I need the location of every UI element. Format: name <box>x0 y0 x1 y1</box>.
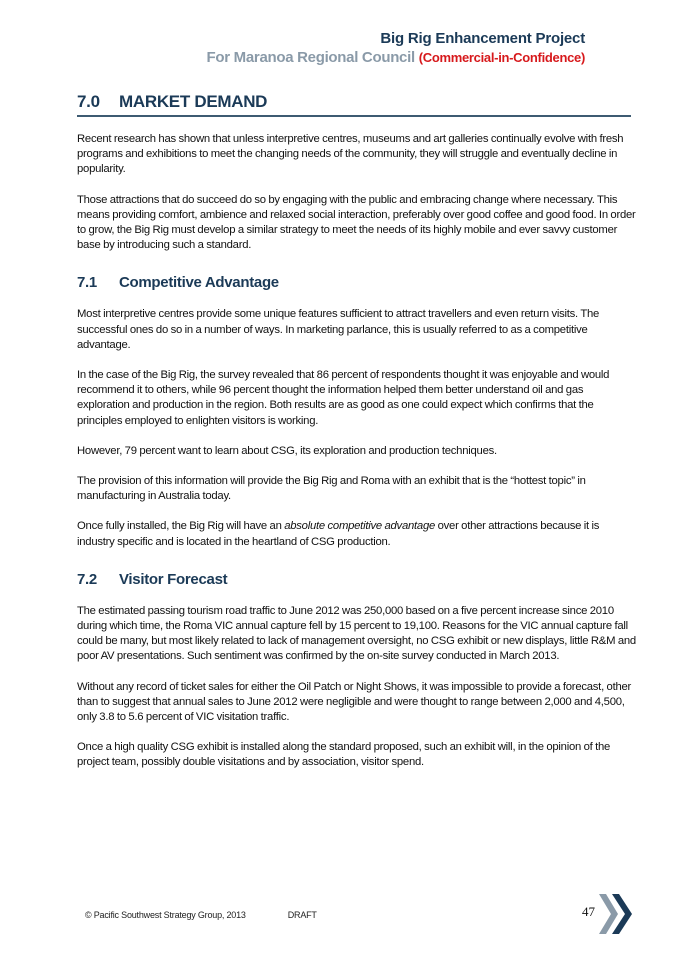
paragraph: Once a high quality CSG exhibit is installed along the standard proposed, such an exhibit will, in the opinion of the project team, possibly double visitations and by association, visitor spend. <box>77 741 611 769</box>
client-subtitle <box>207 48 585 67</box>
copyright-notice: © Pacific Southwest Strategy Group, 2013 <box>85 910 246 920</box>
subsection-number: 7.1 <box>77 274 97 292</box>
section-heading <box>77 92 631 117</box>
text-run: Once fully installed, the Big Rig will have an <box>77 520 285 533</box>
client-name: For Maranoa Regional Council <box>206 49 415 66</box>
paragraph: Those attractions that do succeed do so by engaging with the public and embracing change where necessary. This means providing comfort, ambience and relaxed social interaction, preferably over good coffee and good food. In order to grow, the Big Rig must develop a similar strategy to meet the needs of its highly mobile and ever savvy customer base by introducing such a standard. <box>77 193 636 252</box>
text-run: over other attractions because it is industry specific and is located in the heartland of CSG production. <box>77 520 600 548</box>
paragraph: In the case of the Big Rig, the survey revealed that 86 percent of respondents thought it was enjoyable and would recommend it to others, while 96 percent thought the information helped them better understand oil and gas exploration and production in the region. Both results are as good as one could expect which confirms that the principles employed to enlighten visitors is working. <box>77 369 610 427</box>
paragraph: However, 79 percent want to learn about CSG, its exploration and production techniques. <box>77 444 497 457</box>
page-footer <box>85 910 317 920</box>
emphasis-text: absolute competitive advantage <box>284 520 436 533</box>
paragraph: Recent research has shown that unless interpretive centres, museums and art galleries continually evolve with fresh programs and exhibitions to meet the changing needs of the community, they will struggle and eventually decline in popularity. <box>77 133 624 176</box>
chevron-light-icon <box>599 894 618 934</box>
section-title: MARKET DEMAND <box>119 92 268 111</box>
confidentiality-label: (Commercial-in-Confidence) <box>418 50 585 65</box>
paragraph-with-emphasis <box>77 519 637 549</box>
page-number: 47 <box>582 904 595 919</box>
paragraph: Without any record of ticket sales for either the Oil Patch or Night Shows, it was impossible to provide a forecast, other than to suggest that annual sales to June 2012 were negligible and were thought to range between 2,000 and 4,500, only 3.8 to 5.6 percent of VIC visitation traffic. <box>77 680 632 724</box>
subsection-title: Competitive Advantage <box>119 274 279 292</box>
document-header <box>207 30 585 67</box>
paragraph: Most interpretive centres provide some unique features sufficient to attract travellers and even return visits. The successful ones do so in a number of ways. In marketing parlance, this is usually referred to as a competitive advantage. <box>77 308 600 351</box>
subsection-number: 7.2 <box>77 570 97 588</box>
subsection-heading-visitor-forecast <box>77 571 637 588</box>
document-body <box>77 132 637 786</box>
draft-label: DRAFT <box>287 910 317 920</box>
paragraph: The estimated passing tourism road traffic to June 2012 was 250,000 based on a five percent increase since 2010 during which time, the Roma VIC annual capture fell by 15 percent to 19,100. Reasons for the VIC annual capture fall could be many, but most likely related to lack of management oversight, no CSG exhibit or new displays, little R&M and poor AV presentations. Such sentiment was confirmed by the on-site survey conducted in March 2013. <box>77 604 636 663</box>
project-title: Big Rig Enhancement Project <box>380 30 585 47</box>
section-number: 7.0 <box>77 92 100 111</box>
subsection-title: Visitor Forecast <box>119 570 228 588</box>
paragraph: The provision of this information will provide the Big Rig and Roma with an exhibit that is the “hottest topic” in manufacturing in Australia today. <box>77 475 586 503</box>
subsection-heading-competitive-advantage <box>77 274 637 291</box>
double-chevron-right-icon <box>597 892 635 936</box>
